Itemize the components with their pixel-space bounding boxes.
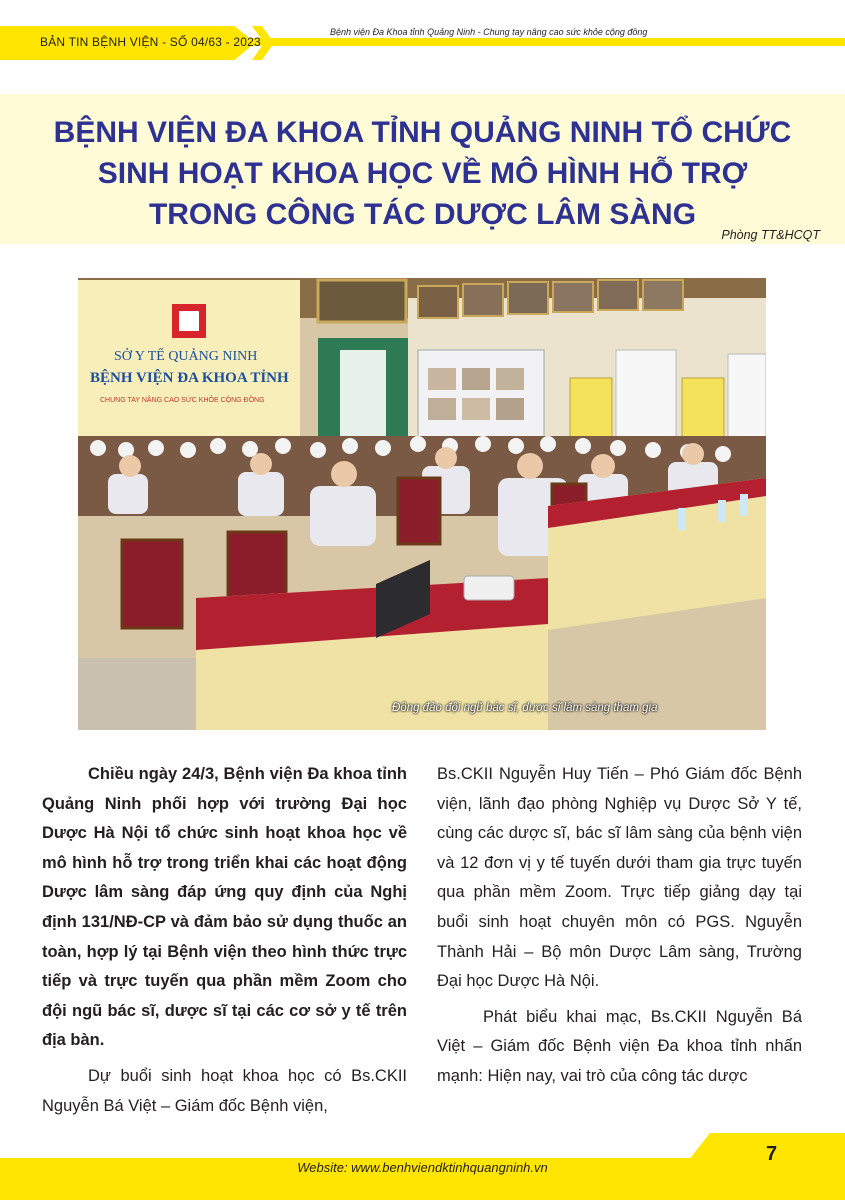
text-column-right (437, 760, 802, 1092)
banner-line-1: SỞ Y TẾ QUẢNG NINH (114, 349, 258, 364)
page-number: 7 (766, 1143, 778, 1165)
lead-paragraph: Chiều ngày 24/3, Bệnh viện Đa khoa tỉnh Quảng Ninh phối hợp với trường Đại học Dược Hà Nội tổ chức sinh hoạt khoa học về mô hình hỗ trợ trong triển khai các hoạt động Dược lâm sàng đáp ứng quy định của Nghị định 131/NĐ-CP và đảm bảo sử dụng thuốc an toàn, hợp lý tại Bệnh viện theo hình thức trực tiếp và trực tuyến qua phần mềm Zoom cho đội ngũ bác sĩ, dược sĩ tại các cơ sở y tế trên địa bàn. (42, 765, 407, 1050)
title-line: TRONG CÔNG TÁC DƯỢC LÂM SÀNG (148, 198, 697, 231)
title-line: SINH HOẠT KHOA HỌC VỀ MÔ HÌNH HỖ TRỢ (97, 157, 748, 190)
issue-label: BẢN TIN BỆNH VIỆN - SỐ 04/63 - 2023 (40, 35, 261, 49)
byline: Phòng TT&HCQT (721, 228, 820, 242)
title-line: BỆNH VIỆN ĐA KHOA TỈNH QUẢNG NINH TỔ CHỨC (53, 116, 792, 149)
paragraph: Bs.CKII Nguyễn Huy Tiến – Phó Giám đốc Bệnh viện, lãnh đạo phòng Nghiệp vụ Dược Sở Y tế, cùng các dược sĩ, bác sĩ lâm sàng của bệnh viện và 12 đơn vị y tế tuyến dưới tham gia trực tuyến qua phần mềm Zoom. Trực tiếp giảng dạy tại buổi sinh hoạt chuyên môn có PGS. Nguyễn Thành Hải – Bộ môn Dược Lâm sàng, Trường Đại học Dược Hà Nội. (437, 765, 802, 991)
photo-caption: Đông đảo đội ngũ bác sĩ, dược sĩ lâm sàng tham gia (392, 702, 658, 714)
article-photo (78, 278, 766, 730)
header-slogan: Bệnh viện Đa Khoa tỉnh Quảng Ninh - Chung tay nâng cao sức khỏe cộng đồng (330, 27, 648, 37)
paragraph: Dự buổi sinh hoạt khoa học có Bs.CKII Nguyễn Bá Việt – Giám đốc Bệnh viện, (42, 1066, 407, 1115)
article-title (20, 112, 825, 235)
banner-line-3: CHUNG TAY NÂNG CAO SỨC KHỎE CỘNG ĐỒNG (100, 397, 265, 404)
footer-website: Website: www.benhviendktinhquangninh.vn (297, 1160, 548, 1175)
banner-line-2: BỆNH VIỆN ĐA KHOA TỈNH (90, 370, 289, 386)
text-column-left (42, 760, 407, 1121)
paragraph: Phát biểu khai mạc, Bs.CKII Nguyễn Bá Việt – Giám đốc Bệnh viện Đa khoa tỉnh nhấn mạnh: Hiện nay, vai trò của công tác dược (437, 1007, 802, 1085)
